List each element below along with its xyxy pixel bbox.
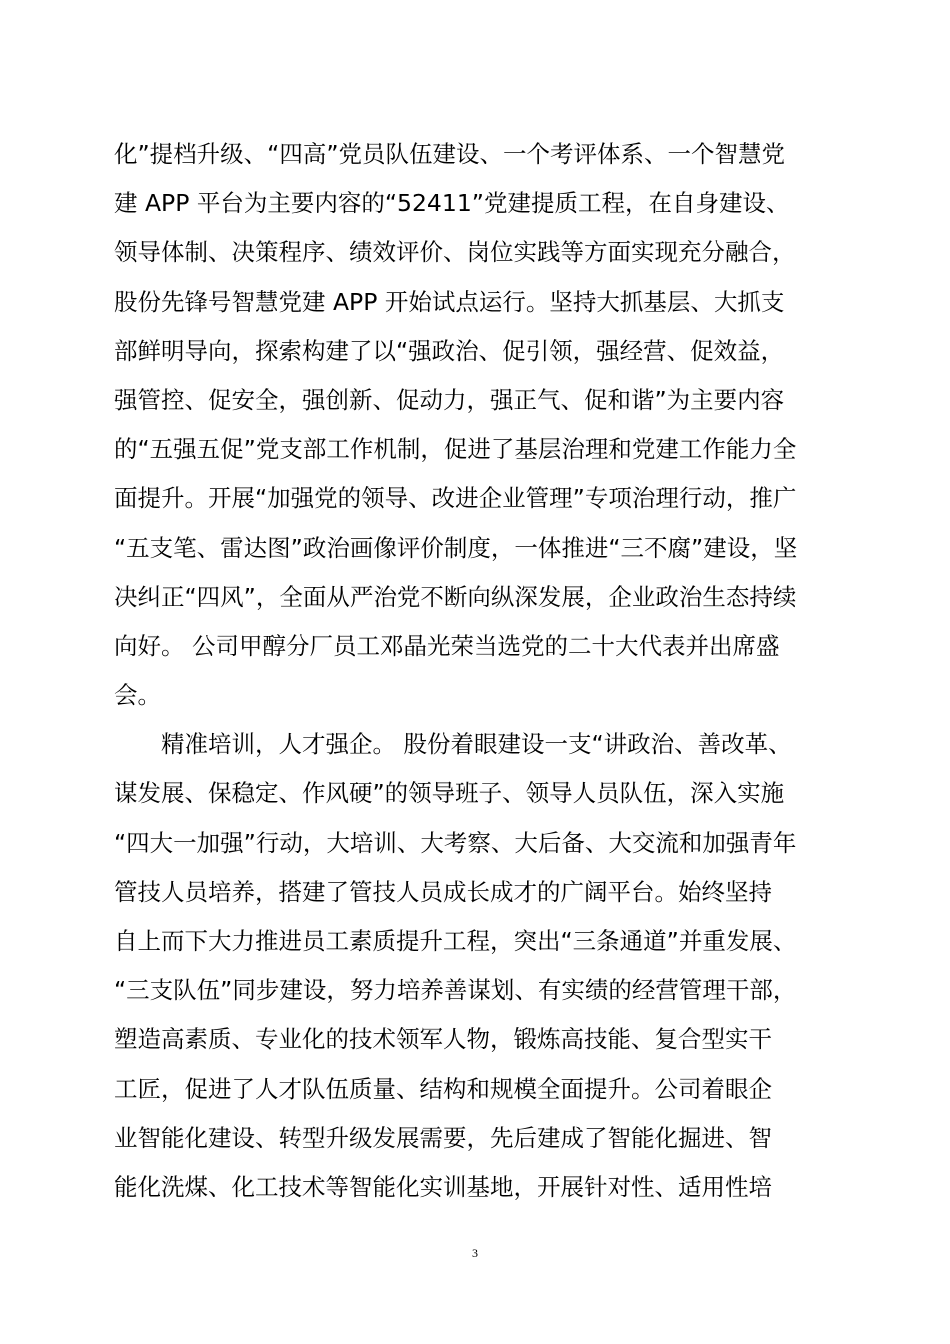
text-line: 谋发展、保稳定、作风硬”的领导班子、领导人员队伍，深入实施 <box>114 779 785 808</box>
text-line: 化”提档升级、“四高”党员队伍建设、一个考评体系、一个智慧党 <box>114 140 786 168</box>
text-line: 向好。 公司甲醇分厂员工邓晶光荣当选党的二十大代表并出席盛 <box>114 631 780 660</box>
text-line: 决纠正“四风”，全面从严治党不断向纵深发展，企业政治生态持续 <box>114 582 797 611</box>
text-line: 业智能化建设、转型升级发展需要，先后建成了智能化掘进、智 <box>114 1123 772 1152</box>
text-line: 工匠，促进了人才队伍质量、结构和规模全面提升。公司着眼企 <box>114 1074 772 1103</box>
text-line: 部鲜明导向，探索构建了以“强政治、促引领，强经营、促效益， <box>114 336 785 365</box>
text-line: “四大一加强”行动，大培训、大考察、大后备、大交流和加强青年 <box>114 828 797 857</box>
text-line: “三支队伍”同步建设，努力培养善谋划、有实绩的经营管理干部， <box>114 976 797 1005</box>
text-line: “五支笔、雷达图”政治画像评价制度，一体推进“三不腐”建设，坚 <box>114 533 798 562</box>
page-number: 3 <box>472 1246 478 1260</box>
text-line: 面提升。开展“加强党的领导、改进企业管理”专项治理行动，推广 <box>114 484 797 513</box>
text-line: 领导体制、决策程序、绩效评价、岗位实践等方面实现充分融合， <box>114 238 796 267</box>
text-line: 能化洗煤、化工技术等智能化实训基地，开展针对性、适用性培 <box>114 1172 772 1201</box>
text-line: 的“五强五促”党支部工作机制，促进了基层治理和党建工作能力全 <box>114 435 797 464</box>
body-text <box>114 130 864 1212</box>
text-line: 会。 <box>114 681 161 710</box>
text-line: 管技人员培养，搭建了管技人员成长成才的广阔平台。始终坚持 <box>114 877 772 906</box>
text-line: 强管控、促安全，强创新、促动力，强正气、促和谐”为主要内容 <box>114 385 785 414</box>
text-line: 自上而下大力推进员工素质提升工程，突出“三条通道”并重发展、 <box>114 927 797 955</box>
text-line: 塑造高素质、专业化的技术领军人物，锻炼高技能、复合型实干 <box>114 1025 772 1054</box>
paragraph-first-line: 精准培训，人才强企。 股份着眼建设一支“讲政治、善改革、 <box>161 730 792 759</box>
text-line: 建 APP 平台为主要内容的“52411”党建提质工程，在自身建设、 <box>114 189 790 218</box>
text-line: 股份先锋号智慧党建 APP 开始试点运行。坚持大抓基层、大抓支 <box>114 287 785 316</box>
